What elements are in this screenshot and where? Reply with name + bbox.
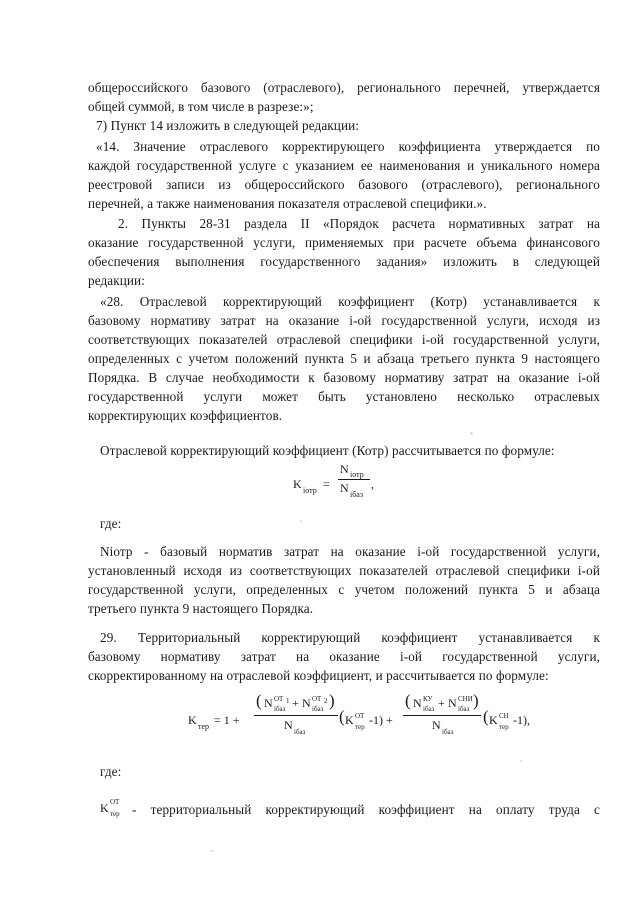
text-line: общей суммой, в том числе в разрезе:»;	[88, 99, 314, 114]
formula-lhs-sub: iотр	[303, 486, 317, 495]
text-line: Отраслевой корректирующий коэффициент (Котр) рассчитывается по формуле:	[100, 443, 555, 458]
formula-n4: N	[448, 696, 457, 710]
paren-open: (	[405, 691, 411, 710]
formula-minus: -1) +	[369, 713, 393, 727]
text-line: базовому нормативу затрат на оказание i-ой государственной услуги,	[88, 649, 600, 664]
text-line: государственной услуги может быть установлено несколько отраслевых	[88, 389, 600, 404]
paren-open: (	[339, 707, 345, 726]
text-line: оказание государственной услуги, применяемых при расчете объема финансового	[88, 235, 600, 250]
formula-den: N	[432, 718, 441, 732]
paren-close: )	[329, 691, 335, 710]
text-line: «28. Отраслевой корректирующий коэффициент (Котр) устанавливается к	[100, 294, 600, 309]
text-line: каждой государственной услуге с указанием ее наименования и уникального номера	[88, 158, 600, 173]
text-line: определенных с учетом положений пункта 5 и абзаца третьего пункта 9 настоящего	[88, 351, 600, 366]
formula-n2-sup: ОТ	[312, 695, 322, 703]
formula-eq: =	[323, 477, 330, 491]
text-line: где:	[100, 516, 122, 531]
paren-open: (	[256, 691, 262, 710]
formula-lhs-sub: тер	[198, 722, 210, 731]
formula-n1-supsub: 1	[286, 697, 290, 705]
formula-k1: K	[345, 713, 354, 727]
text-line: корректирующих коэффициентов.	[88, 408, 283, 423]
formula-plus: +	[292, 696, 299, 710]
fraction-bar	[338, 479, 370, 480]
formula-num: N	[340, 462, 349, 476]
fraction-bar	[403, 715, 481, 716]
formula-n4-sup: СНИ	[458, 695, 473, 703]
fraction-bar	[254, 715, 338, 716]
paren-open: (	[483, 707, 489, 726]
formula-den-sub: iбаз	[442, 728, 454, 736]
formula-minus: -1),	[513, 713, 530, 727]
formula-den: N	[284, 718, 293, 732]
text-line: скорректированному на отраслевой коэффициент, и рассчитывается по формуле:	[88, 668, 549, 683]
symbol-k-sup: ОТ	[110, 798, 120, 806]
formula-n1-sub: iбаз	[274, 705, 286, 713]
text-line: «14. Значение отраслевого корректирующего коэффициента утверждается по	[96, 139, 600, 154]
text-line: установленный исходя из соответствующих показателей отраслевой специфики i-ой	[88, 563, 600, 578]
scan-speck	[470, 432, 473, 435]
text-line: Niотр - базовый норматив затрат на оказание i-ой государственной услуги,	[100, 544, 600, 559]
formula-eq: = 1 +	[214, 713, 240, 727]
formula-n1-sup: ОТ	[274, 695, 284, 703]
formula-k2-sub: тер	[499, 723, 509, 731]
formula-k1-sub: тер	[355, 723, 365, 731]
text-line: где:	[100, 764, 122, 779]
formula-n2-sub: iбаз	[312, 705, 324, 713]
formula-lhs: K	[293, 477, 302, 491]
formula-den-sub: iбаз	[294, 728, 306, 736]
text-line: государственной услуги, определенных с учетом положений пункта 5 и абзаца	[88, 582, 600, 597]
text-line: 7) Пункт 14 изложить в следующей редакции:	[96, 118, 360, 133]
formula-n2: N	[302, 696, 311, 710]
text-line: базовому нормативу затрат на оказание i-ой государственной услуги, исходя из	[88, 313, 600, 328]
scan-speck	[520, 760, 522, 762]
symbol-k: K	[100, 801, 109, 815]
text-line: - территориальный корректирующий коэффициент на оплату труда с	[132, 802, 600, 817]
formula-lhs: K	[188, 713, 197, 727]
scan-speck	[300, 520, 302, 522]
text-line: перечней, а также наименования показателя отраслевой специфики.».	[88, 196, 487, 211]
text-line: 29. Территориальный корректирующий коэффициент устанавливается к	[100, 630, 600, 645]
formula-n3-sub: iбаз	[423, 705, 435, 713]
formula-den: N	[340, 481, 349, 495]
formula-n1: N	[264, 696, 273, 710]
paren-close: )	[473, 691, 479, 710]
text-line: Порядка. В случае необходимости к базовому нормативу затрат на оказание i-ой	[88, 370, 600, 385]
formula-k2: K	[489, 713, 498, 727]
formula-plus: +	[438, 696, 445, 710]
text-line: обеспечения выполнения государственного задания» изложить в следующей	[88, 254, 600, 269]
text-line: редакции:	[88, 273, 145, 288]
text-line: соответствующих показателей отраслевой специфики i-ой государственной услуги,	[88, 332, 600, 347]
scan-speck	[210, 850, 213, 852]
formula-n2-supsub: 2	[324, 697, 328, 705]
formula-k2-sup: СН	[499, 712, 509, 720]
text-line: 2. Пункты 28-31 раздела II «Порядок расчета нормативных затрат на	[118, 216, 600, 231]
formula-num-sub: iотр	[350, 470, 364, 479]
text-line: общероссийского базового (отраслевого), регионального перечней, утверждается	[88, 80, 600, 95]
formula-k1-sup: ОТ	[355, 712, 365, 720]
symbol-k-sub: тер	[110, 810, 120, 818]
formula-n4-sub: iбаз	[458, 705, 470, 713]
formula-n3-sup: КУ	[423, 695, 433, 703]
formula-n3: N	[413, 696, 422, 710]
text-line: реестровой записи из общероссийского базового (отраслевого), регионального	[88, 177, 600, 192]
formula-den-sub: iбаз	[350, 490, 364, 499]
text-line: третьего пункта 9 настоящего Порядка.	[88, 601, 314, 616]
formula-tail: ,	[371, 477, 374, 491]
